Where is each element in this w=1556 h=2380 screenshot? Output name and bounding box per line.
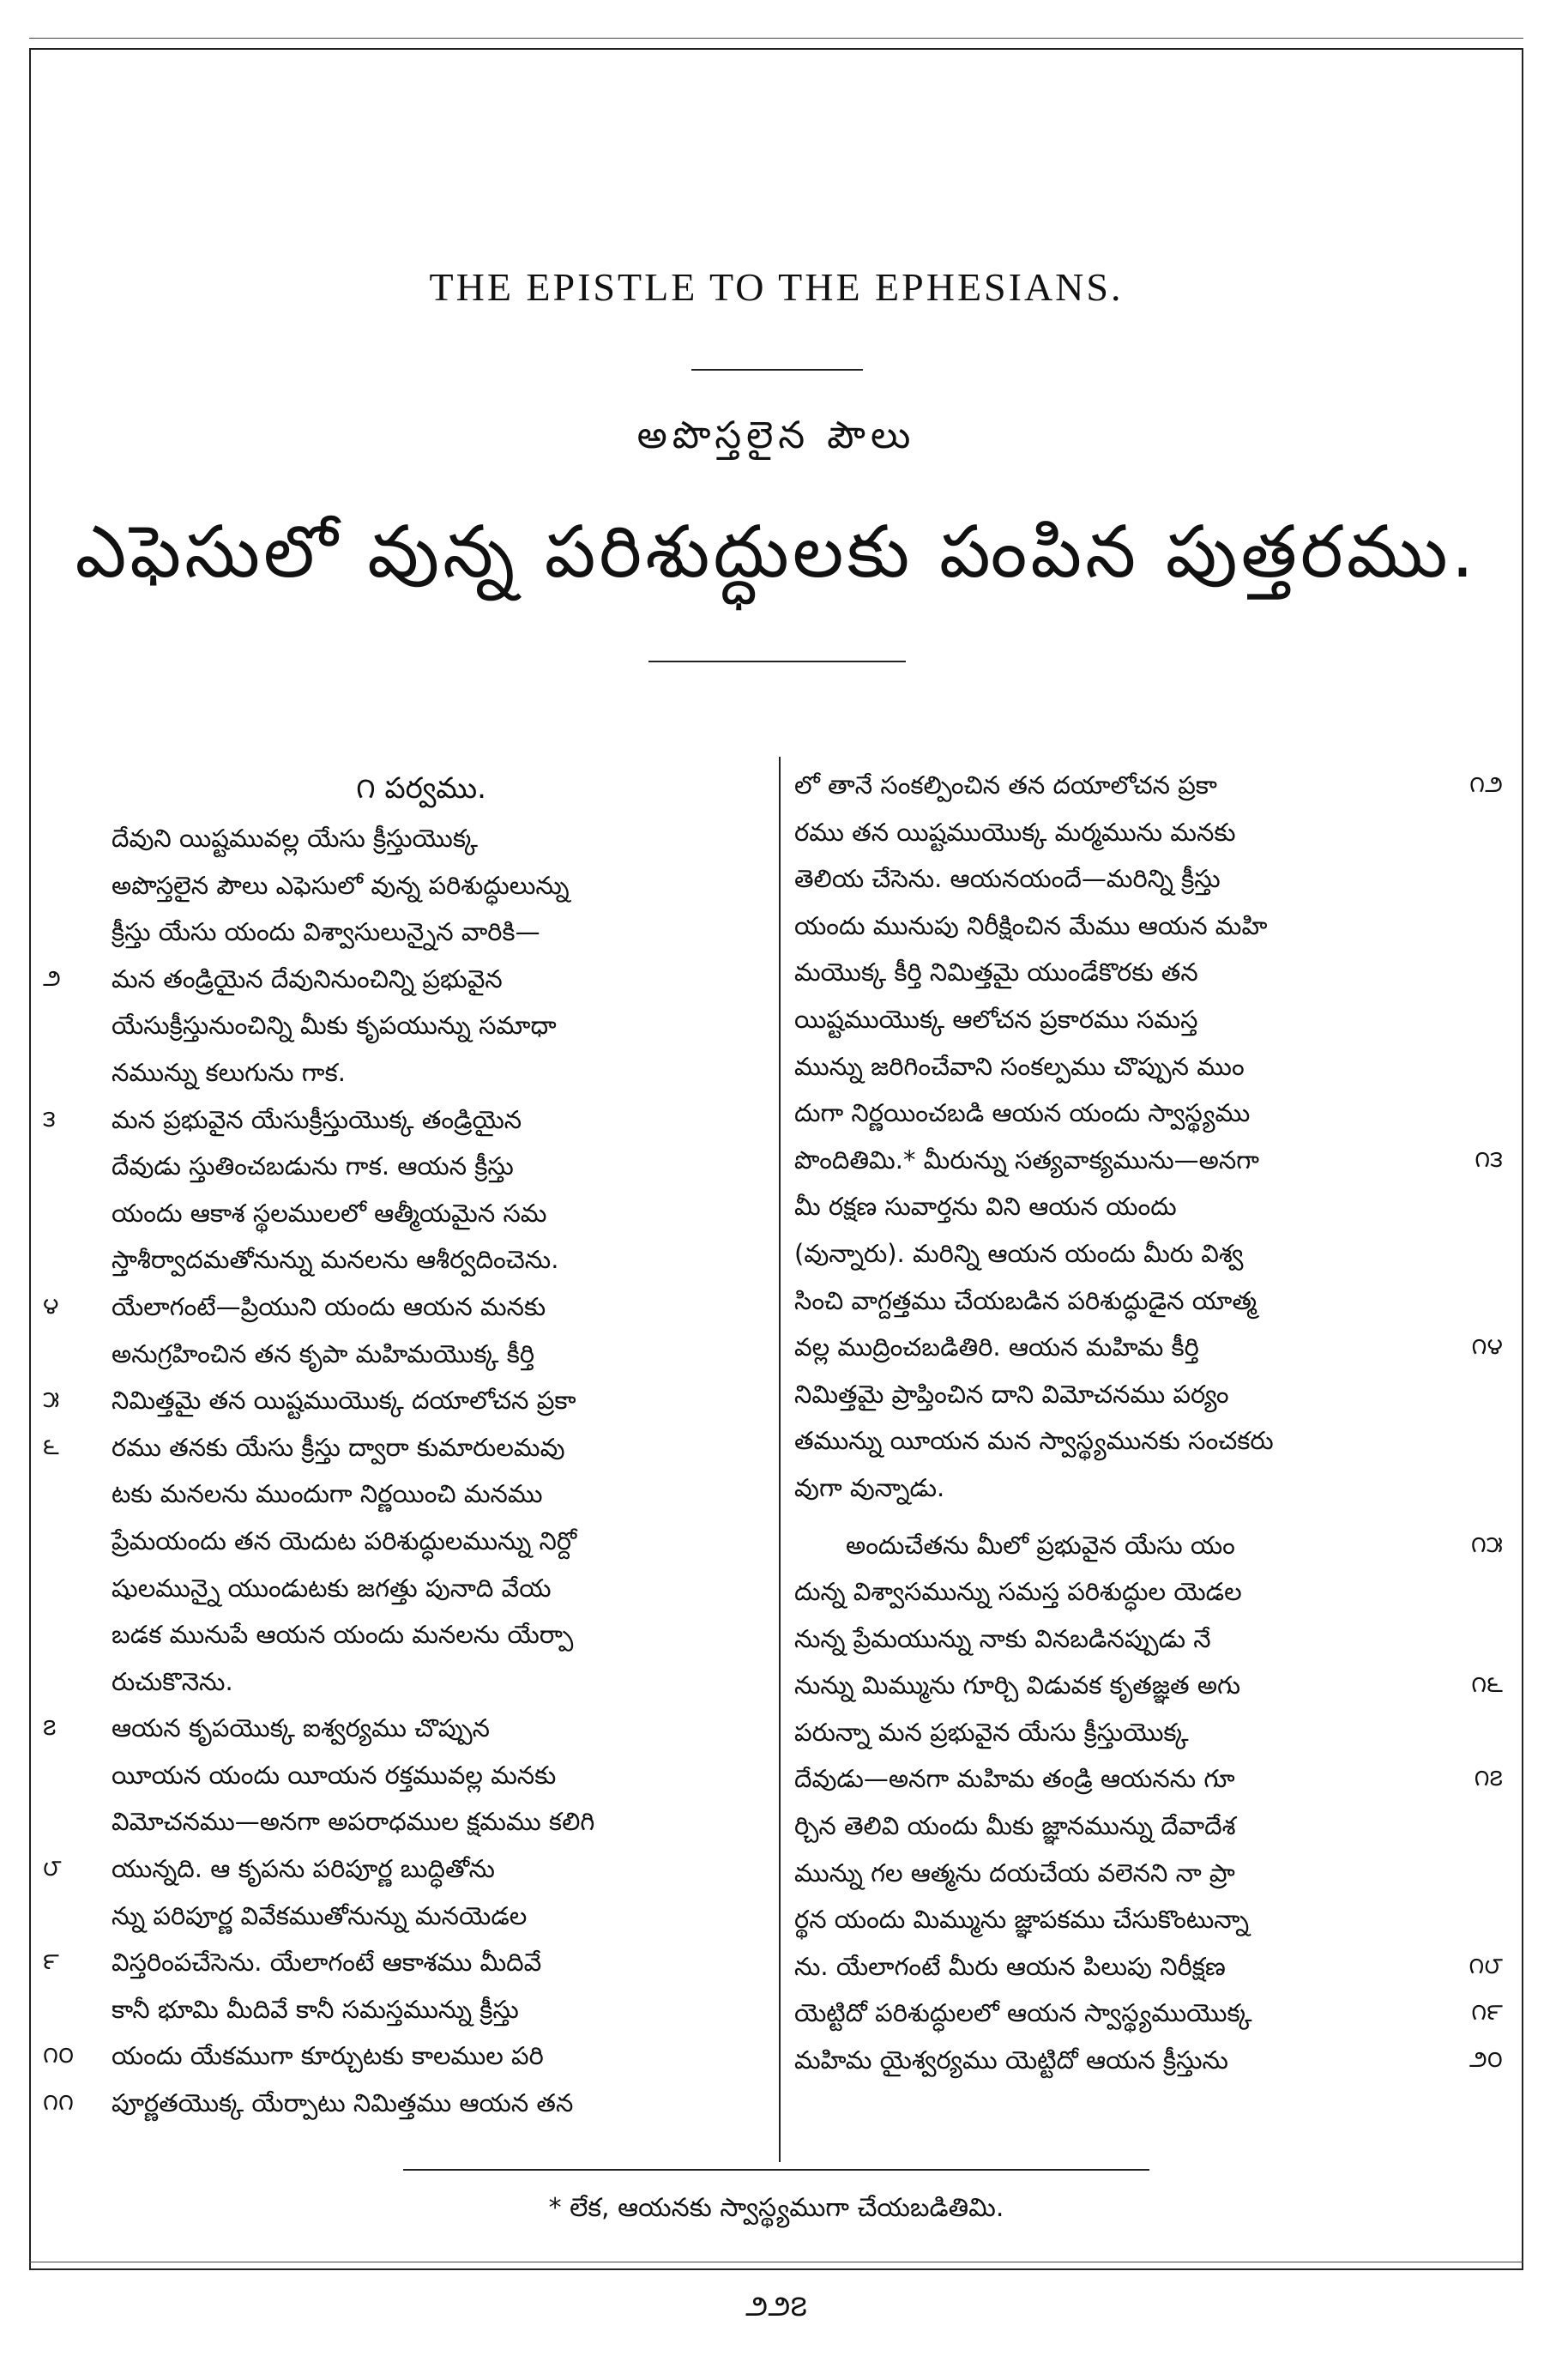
title-divider-bottom [648,661,906,662]
verse-number: ౧౫ [1470,1531,1503,1558]
top-rule [29,38,1523,39]
verse-text: రము తన యిష్టముయొక్క మర్మమును మనకు [794,817,1236,847]
text-line [786,1230,1506,1278]
verse-text: మన తండ్రియైన దేవునినుంచిన్ని ప్రభువైన [112,963,503,994]
verse-number: ౧౬ [1471,1671,1503,1699]
verse-text: యందు మునుపు నిరీక్షించిన మేము ఆయన మహి [794,910,1268,940]
verse-text: రుచుకొనెను. [112,1666,233,1696]
text-line [786,1896,1506,1943]
text-line [786,762,1506,809]
verse-text: విమోచనము—అనగా అపరాధముల క్షమము కలిగి [112,1807,595,1837]
text-line [786,1417,1506,1465]
text-line [786,949,1506,996]
verse-text: నున్న ప్రేమయున్ను నాకు వినబడినప్పుడు నే [794,1623,1211,1653]
verse-text: కానీ భూమి మీదివే కానీ సమస్తమున్ను క్రీస్తు [112,1994,519,2024]
verse-text: యున్నది. ఆ కృపను పరిపూర్ణ బుద్ధితోను [112,1854,495,1884]
verse-number: ౯ [43,1948,59,1976]
verse-text: యెట్టిదో పరిశుద్ధులలో ఆయన స్వాస్థ్యముయొక్క [794,1998,1252,2028]
verse-number: ౧౭ [1474,1765,1503,1792]
verse-text: దేవుడు స్తుతించబడును గాక. ఆయన క్రీస్తు [112,1151,514,1181]
left-column [34,762,774,2127]
verse-text: ప్రేమయందు తన యెదుట పరిశుద్ధులమున్ను నిర్దో [112,1525,577,1555]
text-line [34,1565,774,1612]
text-line [34,1143,774,1190]
text-line [34,1471,774,1518]
text-line [786,1137,1506,1184]
verse-text: తమున్ను యీయన మన స్వాస్థ్యమునకు సంచకరు [794,1426,1274,1456]
verse-text: షులమున్నై యుండుటకు జగత్తు పునాది వేయ [112,1573,552,1603]
verse-text: పొందితిమి.* మీరున్ను సత్యవాక్యమును—అనగా [794,1145,1259,1175]
verse-text: అపొస్తలైన పౌలు ఎఫెసులో వున్న పరిశుద్ధులున్ను [112,870,570,900]
text-line [34,1658,774,1706]
right-column [786,762,1506,2084]
text-line [786,1943,1506,1990]
text-line [34,1002,774,1049]
text-line [786,1803,1506,1850]
verse-text: వల్ల ముద్రించబడితిరి. ఆయన మహిమ కీర్తి [794,1332,1199,1362]
verse-text: బడక మునుపే ఆయన యందు మనలను యేర్పా [112,1620,574,1650]
verse-text: మన ప్రభువైన యేసుక్రీస్తుయొక్క తండ్రియైన [112,1104,522,1134]
verse-number: ౬ [43,1433,59,1460]
footnote: * లేక, ఆయనకు స్వాస్థ్యముగా చేయబడితిమి. [548,2193,1004,2223]
verse-number: ౧౦ [43,2042,75,2069]
verse-text: వుగా వున్నాడు. [794,1472,945,1502]
text-line [786,1709,1506,1756]
text-line [34,956,774,1003]
verse-text: మున్ను జరిగించేవాని సంకల్పము చొప్పున ముం [794,1051,1245,1081]
text-line [786,1990,1506,2037]
verse-text: మీ రక్షణ సువార్తను విని ఆయన యందు [794,1192,1177,1222]
verse-number: ౧౮ [1469,1952,1503,1979]
verse-text: నిమిత్తమై తన యిష్టముయొక్క దయాలోచన ప్రకా [112,1386,576,1416]
text-line [34,1845,774,1893]
text-line [786,2037,1506,2084]
verse-text: లో తానే సంకల్పించిన తన దయాలోచన ప్రకా [794,770,1217,800]
english-title: THE EPISTLE TO THE EPHESIANS. [429,265,1124,309]
verse-text: స్తాశీర్వాదమతోనున్ను మనలను ఆశీర్వదించెను. [112,1245,559,1275]
text-line [786,1465,1506,1512]
verse-number: ౧౩ [1475,1145,1503,1173]
verse-text: యందు ఆకాశ స్థలములలో ఆత్మీయమైన సమ [112,1198,547,1228]
text-line [34,1986,774,2033]
verse-text: దేవుని యిష్టమువల్ల యేసు క్రీస్తుయొక్క [112,824,478,853]
text-line [34,1190,774,1237]
text-line [786,1568,1506,1616]
text-line [34,1705,774,1752]
footnote-rule [403,2169,1149,2171]
text-line [34,1331,774,1378]
text-line [34,1284,774,1331]
verse-number: ౩ [43,1105,56,1133]
text-line [34,1939,774,1986]
text-line [786,1043,1506,1090]
verse-text: పూర్ణతయొక్క యేర్పాటు నిమిత్తము ఆయన తన [112,2088,574,2118]
text-line [34,1236,774,1284]
verse-text: రము తనకు యేసు క్రీస్తు ద్వారా కుమారులమవు [112,1432,565,1462]
telugu-title: ఎఫెసులో వున్న పరిశుద్ధులకు పంపిన పుత్తరము. [75,510,1478,594]
chapter-heading: ౧ పర్వము. [356,771,486,806]
text-line [786,1522,1506,1569]
verse-text: యిష్టముయొక్క ఆలోచన ప్రకారము సమస్త [794,1004,1198,1034]
verse-text: (వున్నారు). మరిన్ని ఆయన యందు మీరు విశ్వ [794,1238,1244,1268]
verse-text: ర్చిన తెలివి యందు మీకు జ్ఞానమున్ను దేవాదేశ [794,1811,1236,1841]
text-line [34,1377,774,1424]
text-line [34,815,774,862]
telugu-subtitle: అపొస్తలైన పౌలు [636,414,916,457]
verse-text: ర్థన యందు మిమ్మును జ్ఞాపకము చేసుకొంటున్నా [794,1905,1250,1935]
text-line [786,1850,1506,1897]
verse-number: ౫ [43,1386,60,1414]
text-line [786,1755,1506,1803]
verse-number: ౧౪ [1471,1333,1503,1361]
text-line [34,1049,774,1096]
verse-text: నున్ను మిమ్మును గూర్చి విడువక కృతజ్ఞత అగు [794,1670,1240,1700]
text-line [34,1893,774,1940]
text-line [786,855,1506,903]
verse-text: నమున్ను కలుగును గాక. [112,1057,346,1087]
text-line [786,1090,1506,1137]
text-line [34,2033,774,2080]
verse-text: యందు యేకముగా కూర్చుటకు కాలముల పరి [112,2041,544,2071]
verse-text: యేలాగంటే—ప్రియుని యందు ఆయన మనకు [112,1291,546,1321]
verse-number: ౨౦ [1469,2046,1503,2074]
title-divider-top [691,369,863,371]
verse-text: టకు మనలను ముందుగా నిర్ణయించి మనము [112,1479,543,1509]
text-line [786,1662,1506,1709]
verse-text: సించి వాగ్దత్తము చేయబడిన పరిశుద్ధుడైన యాత్మ [794,1285,1257,1315]
text-line [34,862,774,909]
text-line [34,1518,774,1565]
verse-text: మహిమ యైశ్వర్యము యెట్టిదో ఆయన క్రీస్తును [794,2045,1228,2075]
column-divider [779,757,781,2162]
text-line [786,1183,1506,1230]
text-line [786,1324,1506,1371]
verse-number: ౨ [43,964,61,992]
verse-text: పరున్నా మన ప్రభువైన యేసు క్రీస్తుయొక్క [794,1717,1189,1747]
verse-text: ఆయన కృపయొక్క ఐశ్వర్యము చొప్పున [112,1713,491,1743]
verse-text: దుగా నిర్ణయించబడి ఆయన యందు స్వాస్థ్యము [794,1098,1251,1128]
verse-number: ౭ [43,1714,57,1742]
verse-text: దున్న విశ్వాసమున్ను సమస్త పరిశుద్ధుల యెడల [794,1577,1242,1607]
verse-text: ను. యేలాగంటే మీరు ఆయన పిలుపు నిరీక్షణ [794,1951,1226,1981]
verse-text: యేసుక్రీస్తునుంచిన్ని మీకు కృపయున్ను సమాధా [112,1011,557,1041]
verse-text: యీయన యందు యీయన రక్తమువల్ల మనకు [112,1760,557,1790]
text-line [34,1096,774,1144]
verse-number: ౧౨ [1469,771,1503,798]
verse-number: ౮ [43,1855,62,1882]
verse-text: మయొక్క కీర్తి నిమిత్తమై యుండేకొరకు తన [794,957,1198,988]
verse-text: మున్ను గల ఆత్మను దయచేయ వలెనని నా ప్రా [794,1857,1235,1888]
verse-number: ౪ [43,1292,59,1320]
text-line [34,1611,774,1658]
verse-text: అనుగ్రహించిన తన కృపా మహిమయొక్క కీర్తి [112,1338,535,1368]
text-line [786,1616,1506,1663]
verse-text: క్రీస్తు యేసు యందు విశ్వాసులున్నైన వారికి— [112,917,540,947]
text-line [34,1424,774,1471]
text-line [34,2080,774,2127]
verse-text: దేవుడు—అనగా మహిమ తండ్రి ఆయనను గూ [794,1764,1235,1794]
verse-text: నిమిత్తమై ప్రాప్తించిన దాని విమోచనము పర్యం [794,1379,1229,1409]
text-line [786,1278,1506,1325]
text-line [34,909,774,956]
page-number: ౨౨౭ [745,2289,808,2323]
verse-text: తెలియ చేసెను. ఆయనయందే—మరిన్ని క్రీస్తు [794,864,1221,894]
text-line [34,1752,774,1799]
verse-text: విస్తరింపచేసెను. యేలాగంటే ఆకాశము మీదివే [112,1948,542,1978]
verse-number: ౧౧ [43,2089,74,2117]
text-line [786,1371,1506,1418]
text-line [786,809,1506,856]
text-line [34,1798,774,1845]
verse-text: అందుచేతను మీలో ప్రభువైన యేసు యం [846,1530,1235,1560]
verse-number: ౧౯ [1471,1999,1503,2027]
verse-text: న్ను పరిపూర్ణ వివేకముతోనున్ను మనయెడల [112,1900,528,1930]
text-line [786,903,1506,950]
text-line [786,996,1506,1043]
